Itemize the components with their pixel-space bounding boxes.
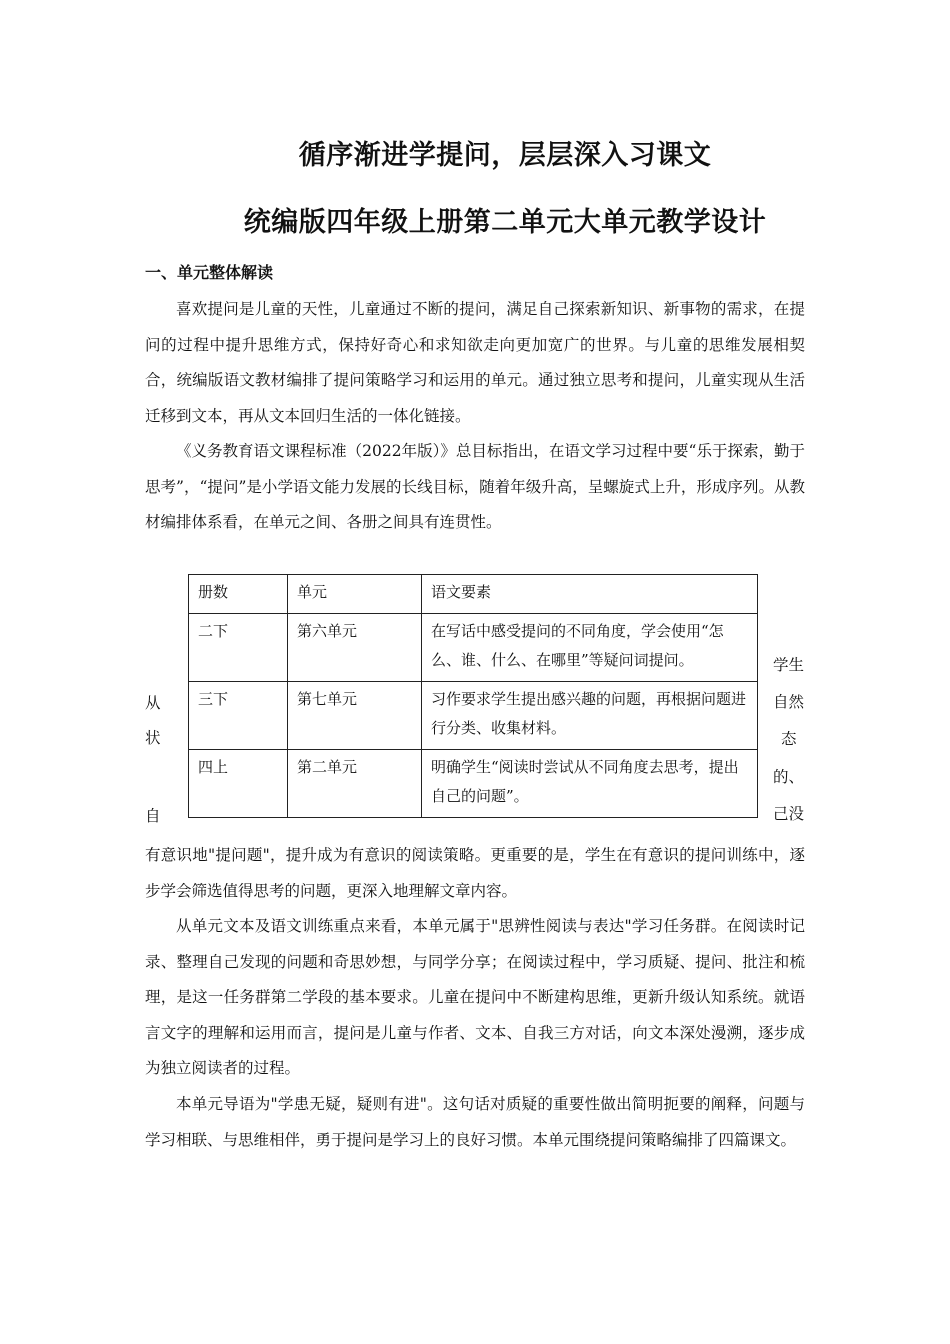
table-header-cell: 单元 xyxy=(288,575,422,614)
wrap-text-left: 从 xyxy=(145,694,161,712)
table-cell: 明确学生“阅读时尝试从不同角度去思考，提出自己的问题”。 xyxy=(422,750,758,818)
table-cell: 二下 xyxy=(189,614,288,682)
paragraph: 从单元文本及语文训练重点来看，本单元属于"思辨性阅读与表达"学习任务群。在阅读时记录、整理自己发现的问题和奇思妙想，与同学分享；在阅读过程中，学习质疑、提问、批注和梳理，是这一任务群第二学段的基本要求。儿童在提问中不断建构思维，更新升级认知系统。就语言文字的理解和运用而言，提问是儿童与作者、文本、自我三方对话，向文本深处漫溯，逐步成为独立阅读者的过程。 xyxy=(145,917,805,1077)
paragraph: 有意识地"提问题"，提升成为有意识的阅读策略。更重要的是，学生在有意识的提问训练中，逐步学会筛选值得思考的问题，更深入地理解文章内容。 xyxy=(145,846,805,900)
wrap-text-right: 自然 xyxy=(773,693,805,711)
table-row xyxy=(189,682,758,750)
wrap-text-left: 状 xyxy=(145,729,161,747)
table-row xyxy=(189,750,758,818)
wrap-text-right: 的、 xyxy=(773,768,805,786)
wrap-text-right: 学生 xyxy=(773,656,805,674)
table-header-row xyxy=(189,575,758,614)
table-cell: 第六单元 xyxy=(288,614,422,682)
table-cell: 在写话中感受提问的不同角度，学会使用“怎么、谁、什么、在哪里”等疑问词提问。 xyxy=(422,614,758,682)
paragraph: 本单元导语为"学患无疑，疑则有进"。这句话对质疑的重要性做出简明扼要的阐释，问题与学习相联、与思维相伴，勇于提问是学习上的良好习惯。本单元围绕提问策略编排了四篇课文。 xyxy=(145,1095,805,1149)
wrap-text-left: 自 xyxy=(145,807,161,825)
table-header-cell: 册数 xyxy=(189,575,288,614)
table-row xyxy=(189,614,758,682)
table-cell: 四上 xyxy=(189,750,288,818)
table-cell: 第七单元 xyxy=(288,682,422,750)
table-cell: 习作要求学生提出感兴趣的问题，再根据问题进行分类、收集材料。 xyxy=(422,682,758,750)
wrap-text-right: 己没 xyxy=(773,805,805,823)
curriculum-table xyxy=(188,574,758,818)
paragraph: 喜欢提问是儿童的天性，儿童通过不断的提问，满足自己探索新知识、新事物的需求，在提问的过程中提升思维方式，保持好奇心和求知欲走向更加宽广的世界。与儿童的思维发展相契合，统编版语文教材编排了提问策略学习和运用的单元。通过独立思考和提问，儿童实现从生活迁移到文本，再从文本回归生活的一体化链接。 xyxy=(145,300,805,425)
table-cell: 第二单元 xyxy=(288,750,422,818)
wrap-text-right: 态 xyxy=(781,730,797,748)
document-subtitle: 统编版四年级上册第二单元大单元教学设计 xyxy=(243,207,767,238)
section-heading: 一、单元整体解读 xyxy=(145,263,274,282)
table-header-cell: 语文要素 xyxy=(422,575,758,614)
document-title: 循序渐进学提问，层层深入习课文 xyxy=(298,140,712,171)
paragraph: 《义务教育语文课程标准（2022年版）》总目标指出，在语文学习过程中要“乐于探索，勤于思考”，“提问”是小学语文能力发展的长线目标，随着年级升高，呈螺旋式上升，形成序列。从教材编排体系看，在单元之间、各册之间具有连贯性。 xyxy=(145,442,805,531)
table-cell: 三下 xyxy=(189,682,288,750)
